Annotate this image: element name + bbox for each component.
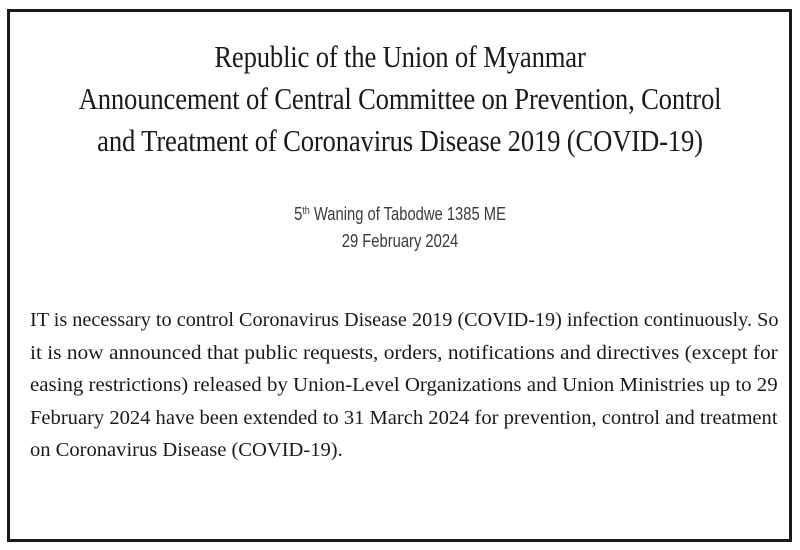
body-line: February 2024 have been extended to 31 March 2024 for prevention, control and treatment [30,406,778,429]
body-line-last: on Coronavirus Disease (COVID-19). [30,439,343,461]
announcement-date [72,201,728,255]
title-line-country: Republic of the Union of Myanmar [214,39,586,74]
myanmar-date [72,201,728,228]
announcement-title [56,36,744,162]
title-line-committee: Announcement of Central Committee on Prevention, Control [78,81,722,116]
myanmar-date-day: 5 [294,204,303,224]
body-line: IT is necessary to control Coronavirus Disease 2019 (COVID-19) infection continuously. So [30,309,779,331]
myanmar-date-rest: Waning of Tabodwe 1385 ME [309,204,506,224]
body-line: it is now announced that public requests, orders, notifications and directives (except for [30,341,778,364]
body-line: easing restrictions) released by Union-Level Organizations and Union Ministries up to 29 [30,374,778,396]
myanmar-date-suffix: th [302,205,310,217]
title-line-disease: and Treatment of Coronavirus Disease 2019 (COVID-19) [97,123,703,158]
gregorian-date: 29 February 2024 [341,231,459,251]
announcement-body [30,304,778,467]
